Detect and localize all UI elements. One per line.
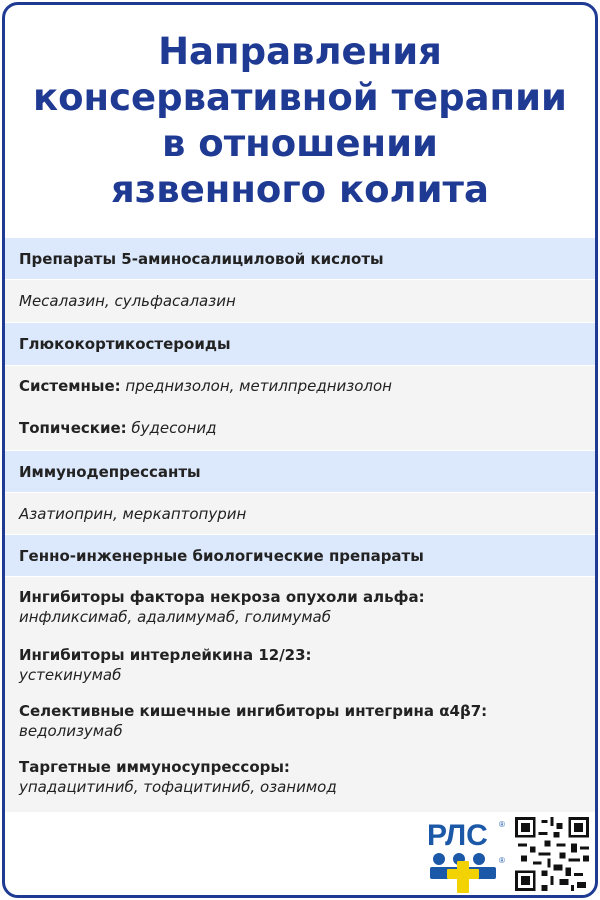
- category-immunosuppressants: [5, 451, 595, 492]
- logo-reg: ®: [499, 820, 505, 829]
- systemic-value: преднизолон, метилпреднизолон: [125, 377, 392, 395]
- drug-list: Азатиоприн, меркаптопурин: [19, 504, 247, 523]
- integrin-value: ведолизумаб: [19, 722, 123, 740]
- title-line-3: в отношении: [162, 122, 438, 165]
- topical-value: будесонид: [131, 419, 217, 437]
- category-5asa: [5, 238, 595, 279]
- systemic-label: Системные:: [19, 377, 121, 395]
- list-item: [5, 366, 595, 450]
- category-label: Иммунодепрессанты: [19, 462, 201, 481]
- category-label: Глюкокортикостероиды: [19, 335, 231, 353]
- tnf-value: инфликсимаб, адалимумаб, голимумаб: [19, 608, 331, 626]
- topical-label: Топические:: [19, 419, 127, 437]
- category-label: Препараты 5-аминосалициловой кислоты: [19, 249, 384, 268]
- list-item: [5, 577, 595, 812]
- qr-code-icon: [515, 817, 589, 891]
- tnf-label: Ингибиторы фактора некроза опухоли альфа:: [19, 588, 425, 606]
- therapy-card: [2, 2, 598, 898]
- il-label: Ингибиторы интерлейкина 12/23:: [19, 646, 312, 664]
- integrin-block: [19, 701, 487, 741]
- category-label: Генно-инженерные биологические препараты: [19, 546, 424, 565]
- title-line-2: консервативной терапии: [33, 76, 567, 119]
- il-value: устекинумаб: [19, 666, 122, 684]
- rls-logo-icon: [425, 817, 507, 895]
- list-item: [5, 493, 595, 534]
- title-line-4: язвенного колита: [111, 168, 489, 211]
- list-item: [5, 280, 595, 322]
- integrin-label: Селективные кишечные ингибиторы интегрина α4β7:: [19, 702, 488, 720]
- il-block: [19, 645, 312, 685]
- category-glucocorticoids: [5, 323, 595, 365]
- title-line-1: Направления: [158, 30, 442, 73]
- targeted-value: упадацитиниб, тофацитиниб, озанимод: [19, 778, 337, 796]
- category-biologics: [5, 535, 595, 576]
- tnf-block: [19, 587, 425, 627]
- drug-list: Месалазин, сульфасалазин: [19, 292, 236, 310]
- svg-text:®: ®: [499, 856, 505, 865]
- topical-line: [19, 418, 217, 438]
- targeted-label: Таргетные иммуносупрессоры:: [19, 758, 290, 776]
- systemic-line: [19, 376, 392, 396]
- page-title: [5, 29, 595, 213]
- targeted-block: [19, 757, 337, 797]
- logo-text: РЛС: [427, 819, 488, 852]
